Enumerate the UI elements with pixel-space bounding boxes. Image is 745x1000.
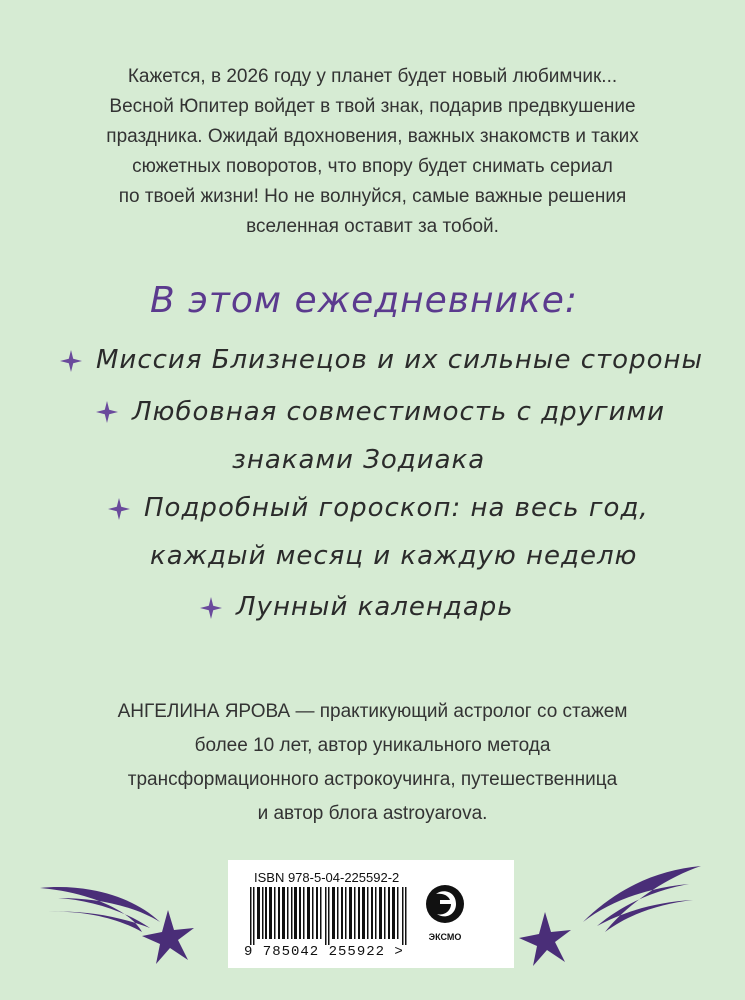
shooting-star-icon (38, 870, 198, 970)
barcode-panel (228, 860, 514, 968)
feature-item (132, 388, 665, 484)
feature-line: каждый месяц и каждую неделю (150, 541, 638, 571)
intro-line: сюжетных поворотов, что впору будет снимать сериал (132, 156, 613, 177)
sparkle-star-icon (96, 401, 118, 423)
feature-line: Подробный гороскоп: на весь год, (144, 493, 649, 523)
features-heading: В этом ежедневнике: (150, 280, 578, 321)
feature-line: знаками Зодиака (232, 445, 486, 475)
intro-line: по твоей жизни! Но не волнуйся, самые важные решения (118, 186, 627, 207)
author-line: и автор блога astroyarova. (257, 803, 488, 824)
sparkle-star-icon (60, 350, 82, 372)
author-line: более 10 лет, автор уникального метода (194, 735, 551, 756)
author-line: трансформационного астрокоучинга, путешественница (127, 769, 618, 790)
isbn-label: ISBN 978-5-04-225592-2 (254, 870, 400, 885)
barcode-bars (250, 887, 410, 945)
sparkle-star-icon (108, 498, 130, 520)
author-line: АНГЕЛИНА ЯРОВА — практикующий астролог со стажем (117, 701, 628, 722)
intro-line: Кажется, в 2026 году у планет будет новый любимчик... (127, 66, 618, 87)
feature-item (96, 336, 703, 384)
feature-item (144, 484, 649, 580)
intro-line: Весной Юпитер войдет в твой знак, подарив предвкушение (109, 96, 636, 117)
intro-line: праздника. Ожидай вдохновения, важных знакомств и таких (106, 126, 639, 147)
feature-line: Лунный календарь (236, 592, 514, 622)
author-bio (40, 695, 705, 831)
intro-line: вселенная оставит за тобой. (246, 216, 499, 237)
sparkle-star-icon (200, 597, 222, 619)
feature-line: Миссия Близнецов и их сильные стороны (96, 345, 704, 375)
barcode-digits: 9 785042 255922 > (244, 944, 404, 960)
publisher-name: ЭКСМО (428, 932, 462, 942)
feature-line: Любовная совместимость с другими (132, 397, 666, 427)
shooting-star-icon (505, 860, 705, 970)
intro-text (60, 62, 685, 242)
eksmo-logo-icon (424, 880, 466, 928)
feature-item (236, 583, 514, 631)
